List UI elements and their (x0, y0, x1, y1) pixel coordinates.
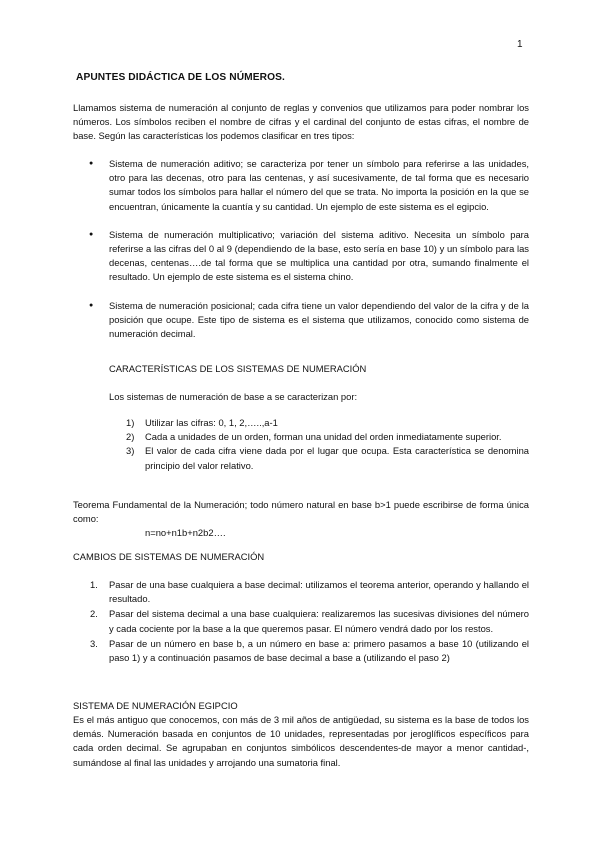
list-text: Utilizar las cifras: 0, 1, 2,…..,a-1 (145, 417, 278, 428)
list-item (90, 637, 529, 665)
list-item-multiplicative: ● Sistema de numeración multiplicativo; variación del sistema aditivo. Necesita un símbolo para referirse a las cifras del 0 al 9 (dependiendo de la base, esto sería en base 10) y un símbolo para las decenas, centenas….de tal forma que se multiplica una cantidad por otra, sumando finalmente el resultado. Un ejemplo de este sistema es el sistema chino. (89, 228, 529, 285)
list-item-additive: ● Sistema de numeración aditivo; se caracteriza por tener un símbolo para referirse a las unidades, otro para las decenas, otro para las centenas, y así sucesivamente, de tal forma que es necesario sumar todos los símbolos para hallar el número del que se trata. No importa la posición en la que se encuentran, únicamente la cuantía y su cantidad. Un ejemplo de este sistema es el egipcio. (89, 157, 529, 214)
list-text: Pasar de un número en base b, a un número en base a: primero pasamos a base 10 (utilizando el paso 1) y a continuación pasamos de base decimal a base a (utilizando el paso 2) (109, 637, 529, 664)
characteristics-intro: Los sistemas de numeración de base a se caracterizan por: (109, 391, 358, 402)
base-change-list (90, 578, 529, 666)
list-text: Pasar del sistema decimal a una base cualquiera: realizaremos las sucesivas divisiones del número y cada cociente por la base a la que queremos pasar. El número vendrá dado por los restos. (109, 608, 529, 634)
list-number: 1) (126, 417, 135, 428)
numeration-types-list (89, 157, 529, 341)
characteristics-list (126, 416, 529, 473)
egyptian-heading: SISTEMA DE NUMERACIÓN EGIPCIO (73, 700, 238, 711)
list-item (90, 578, 529, 606)
page-number: 1 (517, 39, 523, 50)
document-title: APUNTES DIDÁCTICA DE LOS NÚMEROS. (76, 72, 285, 83)
list-item (90, 607, 529, 635)
list-number: 2. (90, 608, 98, 620)
list-text: El valor de cada cifra viene dada por el lugar que ocupa. Esta característica se denomina principio del valor relativo. (145, 445, 529, 471)
base-change-heading: CAMBIOS DE SISTEMAS DE NUMERACIÓN (73, 551, 265, 562)
list-item-positional: ● Sistema de numeración posicional; cada cifra tiene un valor dependiendo del valor de la cifra y de la posición que ocupe. Este tipo de sistema es el sistema que utilizamos, conocido como sistema de numeración decimal. (89, 299, 529, 342)
list-item (126, 430, 529, 444)
intro-paragraph: Llamamos sistema de numeración al conjunto de reglas y convenios que utilizamos para poder nombrar los números. Los símbolos reciben el nombre de cifras y el cardinal del conjunto de estas cifras, el nombre de base. Según las características los podemos clasificar en tres tipos: (73, 102, 529, 142)
fundamental-theorem: Teorema Fundamental de la Numeración; todo número natural en base b>1 puede escribirse de forma única como: (73, 499, 529, 525)
list-item (126, 444, 529, 472)
formula: n=no+n1b+n2b2…. (145, 527, 226, 538)
list-text: Cada a unidades de un orden, forman una unidad del orden inmediatamente superior. (145, 431, 502, 443)
list-item (126, 416, 529, 430)
list-number: 2) (126, 431, 135, 443)
characteristics-heading: CARACTERÍSTICAS DE LOS SISTEMAS DE NUMERACIÓN (109, 363, 367, 374)
list-number: 1. (90, 579, 98, 590)
list-text: Pasar de una base cualquiera a base decimal: utilizamos el teorema anterior, operando y hallando el resultado. (109, 579, 529, 605)
list-number: 3. (90, 637, 98, 649)
list-number: 3) (126, 445, 135, 457)
egyptian-paragraph: Es el más antiguo que conocemos, con más de 3 mil años de antigüedad, su sistema es la base de todos los demás. Numeración basada en conjuntos de 10 unidades, representadas por jeroglíficos específicos para cada orden decimal. Se agrupaban en conjuntos simbólicos descendentes-de mayor a menor cantidad-, sumándose al final las unidades y arrojando una sumatoria final. (73, 714, 529, 768)
